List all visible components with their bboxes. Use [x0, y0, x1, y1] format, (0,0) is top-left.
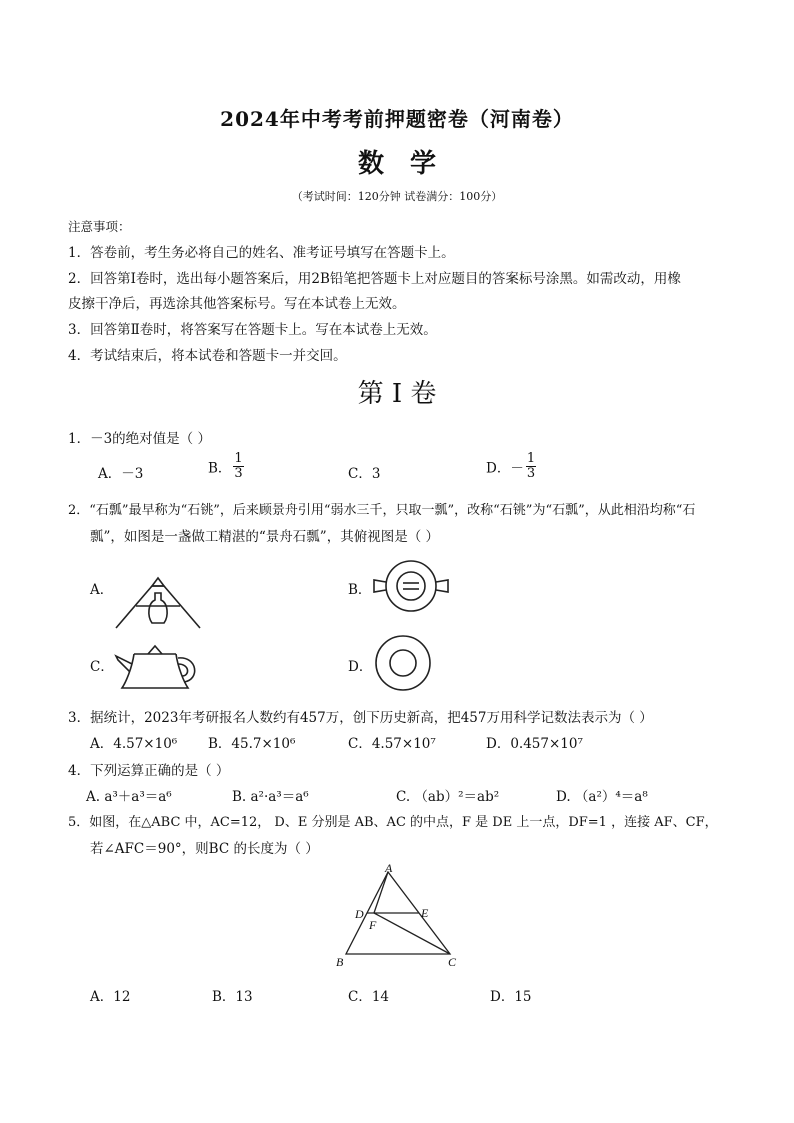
- label-point-a: A: [385, 862, 393, 875]
- q2-option-d: D．: [348, 659, 373, 675]
- q2-figure-d-concentric-circles: [370, 634, 436, 696]
- q1-option-b: [208, 452, 246, 481]
- exam-subject: 数学: [357, 149, 462, 179]
- q3-option-d: D．0.457×10⁷: [486, 736, 583, 752]
- q4-option-b: B. a²·a³＝a⁶: [232, 789, 309, 805]
- q2-option-a: A．: [90, 582, 114, 598]
- q1-option-a: A．－3: [98, 466, 144, 482]
- exam-title: 2024年中考考前押题密卷（河南卷）: [220, 107, 574, 131]
- q3-option-c: C．4.57×10⁷: [348, 736, 436, 752]
- segment-fc: [374, 913, 450, 954]
- exam-time-info: （考试时间：120分钟 试卷满分：100分）: [291, 190, 503, 203]
- q2-option-b: B．: [348, 582, 372, 598]
- q3-stem: 3．据统计，2023年考研报名人数约有457万，创下历史新高，把457万用科学记数法表示为（ ）: [68, 710, 653, 726]
- q5-option-b: B．13: [212, 989, 253, 1005]
- q1-option-d: [486, 452, 538, 481]
- q2-figure-c-teapot-side: [112, 642, 202, 692]
- notes-heading: 注意事项：: [68, 219, 131, 234]
- label-point-d: D: [355, 907, 364, 921]
- q1-option-c: C．3: [348, 466, 381, 482]
- q1-option-d-prefix: D．－: [486, 460, 524, 477]
- notes-item-2-cont: 皮擦干净后，再选涂其他答案标号。写在本试卷上无效。: [68, 296, 406, 312]
- label-point-c: C: [448, 955, 457, 969]
- section-title: 第 I 卷: [357, 379, 437, 409]
- q5-stem-line2: 若∠AFC＝90°，则BC 的长度为（ ）: [90, 841, 319, 857]
- q2-stem-line1: 2．“石瓢”最早称为“石铫”，后来顾景舟引用“弱水三千，只取一瓢”，改称“石铫”为“石瓢”，从此相沿均称“石: [68, 503, 696, 518]
- q1-option-d-numerator: 1: [526, 451, 536, 466]
- notes-item-4: 4．考试结束后，将本试卷和答题卡一并交回。: [68, 348, 347, 364]
- label-point-b: B: [336, 955, 344, 969]
- q1-option-b-numerator: 1: [234, 451, 243, 466]
- q4-option-c: C. （ab）²＝ab²: [396, 789, 500, 805]
- q1-option-d-fraction: [526, 452, 536, 481]
- q5-option-c: C．14: [348, 989, 390, 1005]
- notes-item-1: 1．答卷前，考生务必将自己的姓名、准考证号填写在答题卡上。: [68, 245, 455, 261]
- q5-option-d: D．15: [490, 989, 532, 1005]
- q2-stem-line2: 瓢”，如图是一盏做工精湛的“景舟石瓢”，其俯视图是（ ）: [90, 529, 439, 545]
- q1-option-b-fraction: [233, 452, 243, 481]
- q4-option-d: D. （a²）⁴＝a⁸: [556, 789, 648, 805]
- notes-item-3: 3．回答第Ⅱ卷时，将答案写在答题卡上。写在本试卷上无效。: [68, 322, 437, 338]
- notes-item-2: 2．回答第Ⅰ卷时，选出每小题答案后，用2B铅笔把答题卡上对应题目的答案标号涂黑。如需改动，用橡: [68, 271, 681, 287]
- q1-option-b-denominator: 3: [234, 466, 243, 481]
- label-point-e: E: [421, 906, 429, 920]
- q1-option-d-denominator: 3: [526, 466, 536, 481]
- q5-triangle-figure: [330, 862, 460, 972]
- q5-option-a: A．12: [90, 989, 131, 1005]
- q3-option-b: B．45.7×10⁶: [208, 736, 296, 752]
- q4-option-a: A. a³＋a³＝a⁶: [86, 789, 172, 805]
- q4-stem: 4．下列运算正确的是（ ）: [68, 763, 230, 779]
- q2-figure-b-teapot-top-handle: [370, 556, 452, 616]
- segment-af: [374, 872, 388, 913]
- q2-option-c: C．: [90, 659, 114, 675]
- q2-figure-a-teapot-front: [112, 570, 204, 632]
- q1-option-b-prefix: B．: [208, 460, 232, 477]
- label-point-f: F: [369, 918, 377, 932]
- q1-stem: 1．－3的绝对值是（ ）: [68, 431, 211, 447]
- q3-option-a: A．4.57×10⁶: [90, 736, 178, 752]
- q5-stem-line1: 5．如图，在△ABC 中，AC=12， D、E 分别是 AB、AC 的中点，F 是 DE 上一点，DF=1 ，连接 AF、CF，: [68, 815, 718, 830]
